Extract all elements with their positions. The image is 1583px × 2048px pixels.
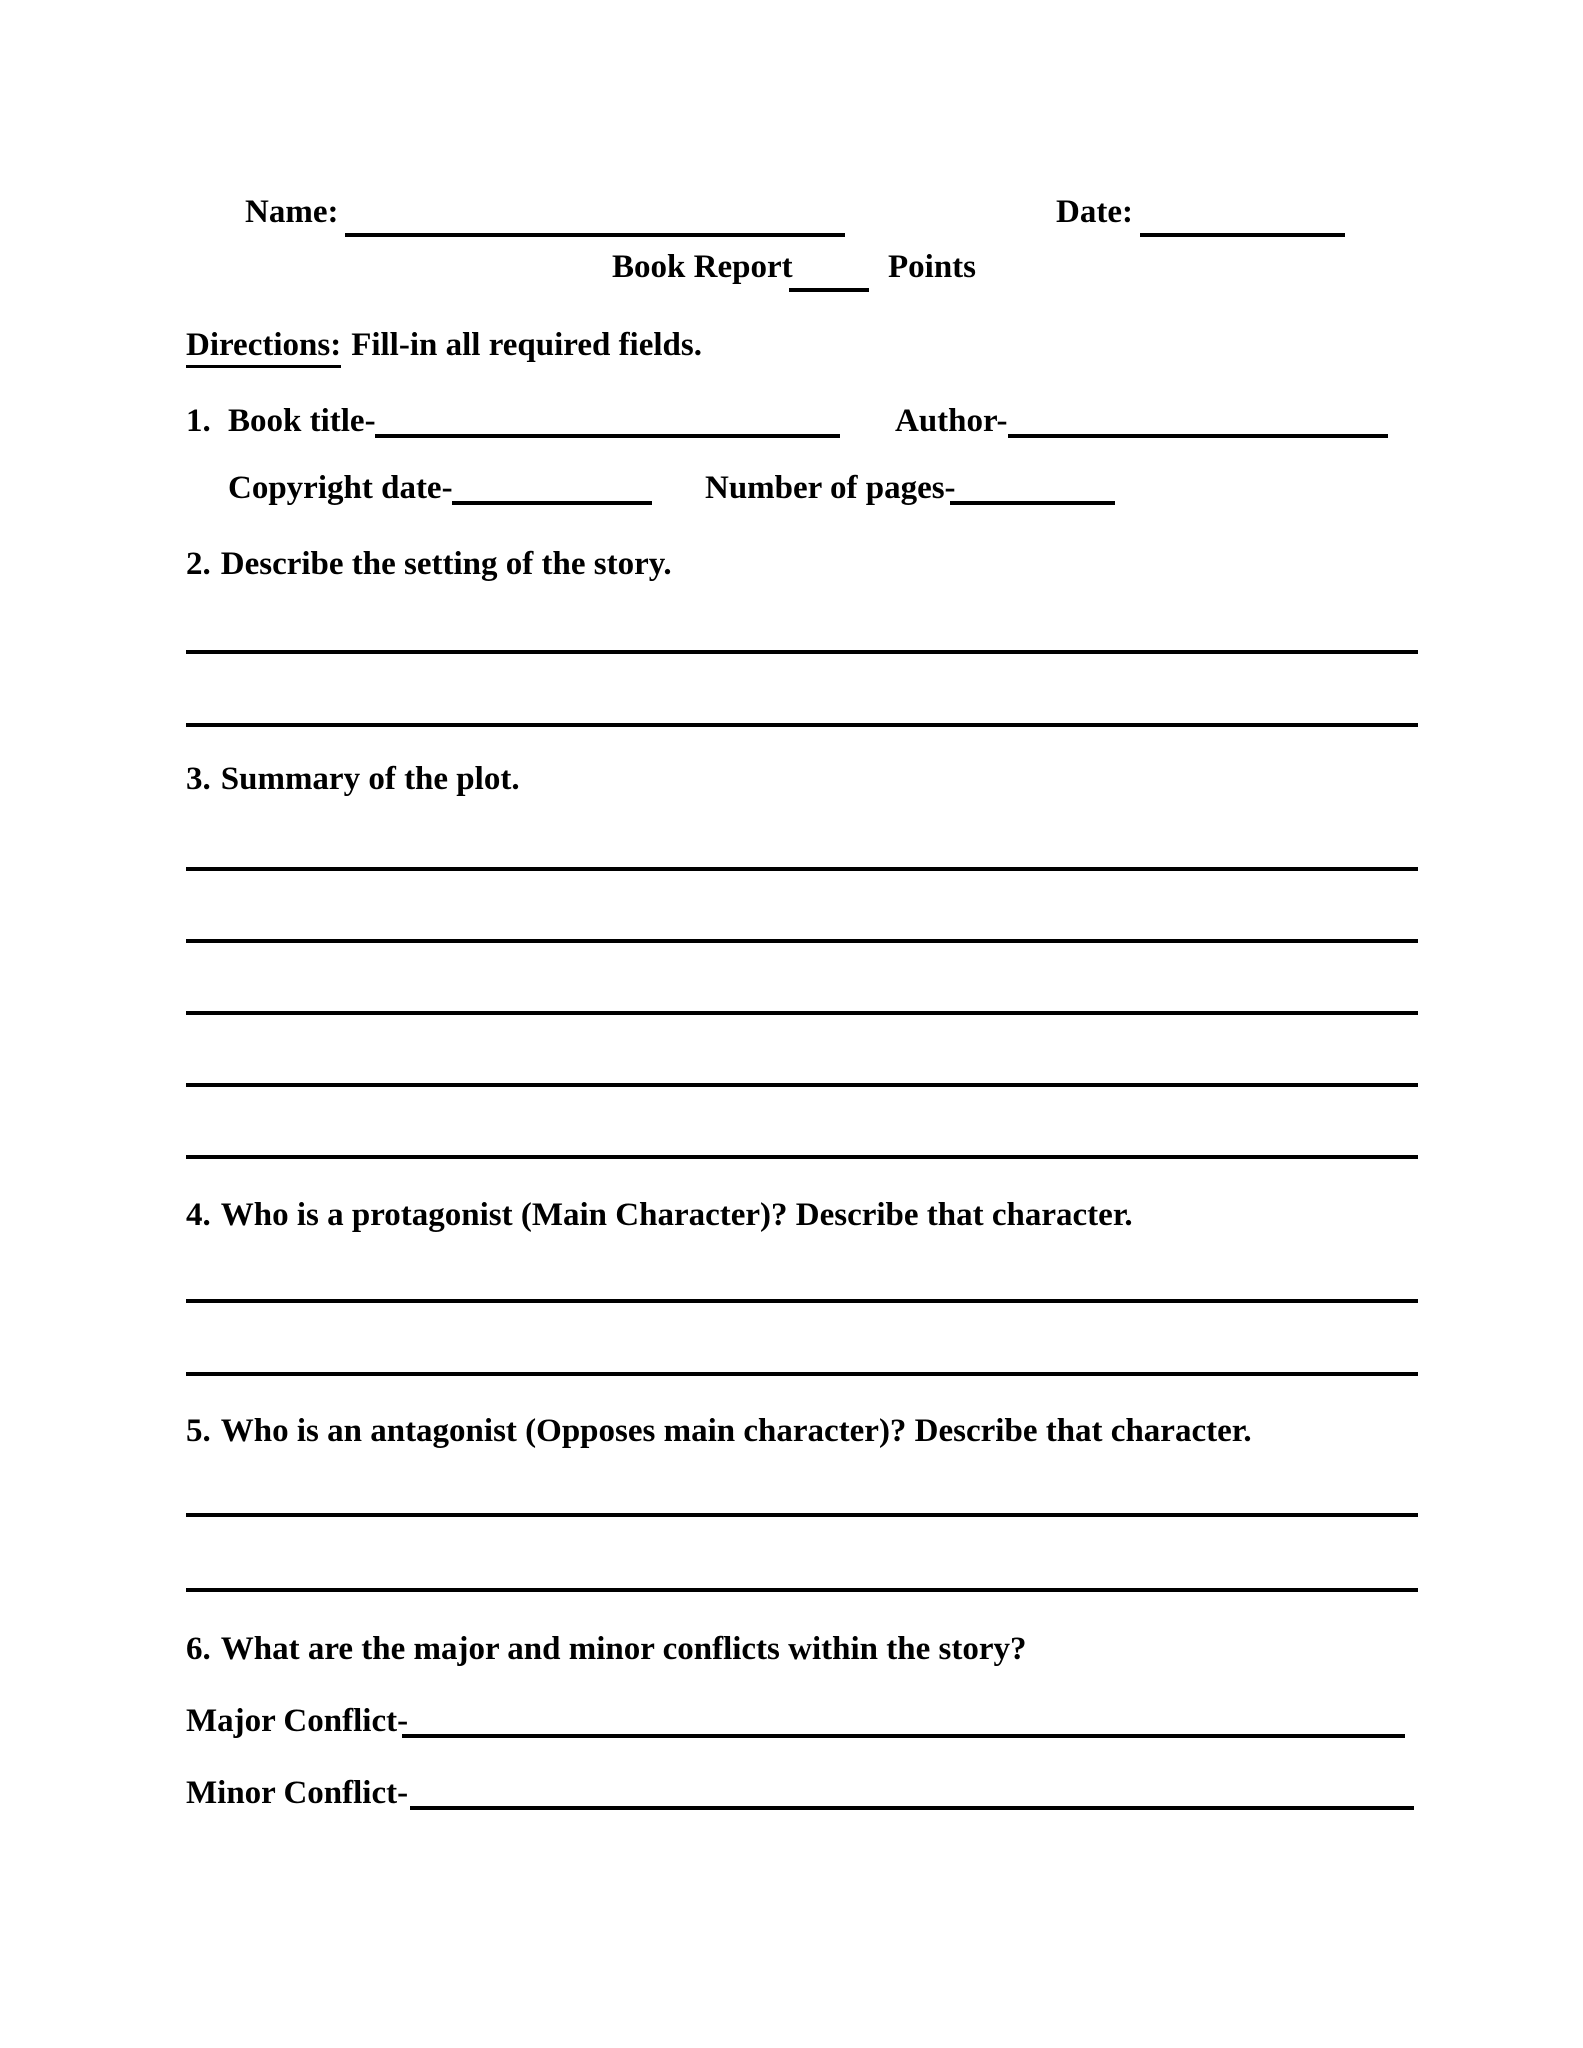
name-label: Name:	[245, 194, 339, 230]
answer-line[interactable]	[186, 1513, 1418, 1517]
book-title-field-blank[interactable]	[375, 398, 840, 438]
question-6-text: What are the major and minor conflicts within the story?	[220, 1631, 1027, 1667]
points-label: Points	[888, 249, 977, 285]
answer-line[interactable]	[186, 650, 1418, 654]
answer-line[interactable]	[186, 1083, 1418, 1087]
question-5-text: Who is an antagonist (Opposes main character)? Describe that character.	[220, 1413, 1252, 1449]
directions-text: Fill-in all required fields.	[351, 327, 702, 363]
answer-line[interactable]	[186, 1372, 1418, 1376]
question-4-text: Who is a protagonist (Main Character)? Describe that character.	[220, 1197, 1133, 1233]
answer-line[interactable]	[186, 939, 1418, 943]
copyright-date-field-blank[interactable]	[452, 465, 652, 505]
answer-line[interactable]	[186, 1011, 1418, 1015]
answer-line[interactable]	[186, 1588, 1418, 1592]
author-label: Author-	[895, 403, 1008, 439]
question-6-heading	[186, 1630, 1026, 1670]
directions-label: Directions:	[186, 327, 341, 368]
answer-line[interactable]	[186, 1155, 1418, 1159]
major-conflict-label: Major Conflict-	[186, 1703, 409, 1739]
copyright-date-label: Copyright date-	[228, 470, 453, 506]
minor-conflict-label: Minor Conflict-	[186, 1775, 409, 1811]
question-3-text: Summary of the plot.	[220, 761, 520, 797]
number-of-pages-field-blank[interactable]	[950, 465, 1115, 505]
question-2-text: Describe the setting of the story.	[220, 546, 672, 582]
question-5-heading	[186, 1412, 1252, 1452]
major-conflict-field-blank[interactable]	[402, 1698, 1405, 1738]
question-3-number: 3.	[186, 761, 211, 797]
question-4-heading	[186, 1196, 1133, 1236]
page-title: Book Report	[612, 249, 793, 285]
question-2-number: 2.	[186, 546, 211, 582]
directions-row	[186, 326, 702, 366]
question-6-number: 6.	[186, 1631, 211, 1667]
points-field-blank[interactable]	[789, 252, 869, 292]
number-of-pages-label: Number of pages-	[705, 470, 956, 506]
question-1-number: 1.	[186, 403, 211, 439]
author-field-blank[interactable]	[1008, 398, 1388, 438]
question-4-number: 4.	[186, 1197, 211, 1233]
date-label: Date:	[1056, 194, 1133, 230]
name-field-blank[interactable]	[345, 197, 845, 237]
question-3-heading	[186, 760, 520, 800]
answer-line[interactable]	[186, 723, 1418, 727]
question-2-heading	[186, 545, 672, 585]
answer-line[interactable]	[186, 1299, 1418, 1303]
book-title-label: Book title-	[228, 403, 376, 439]
question-5-number: 5.	[186, 1413, 211, 1449]
minor-conflict-field-blank[interactable]	[410, 1770, 1414, 1810]
date-field-blank[interactable]	[1140, 197, 1345, 237]
answer-line[interactable]	[186, 867, 1418, 871]
